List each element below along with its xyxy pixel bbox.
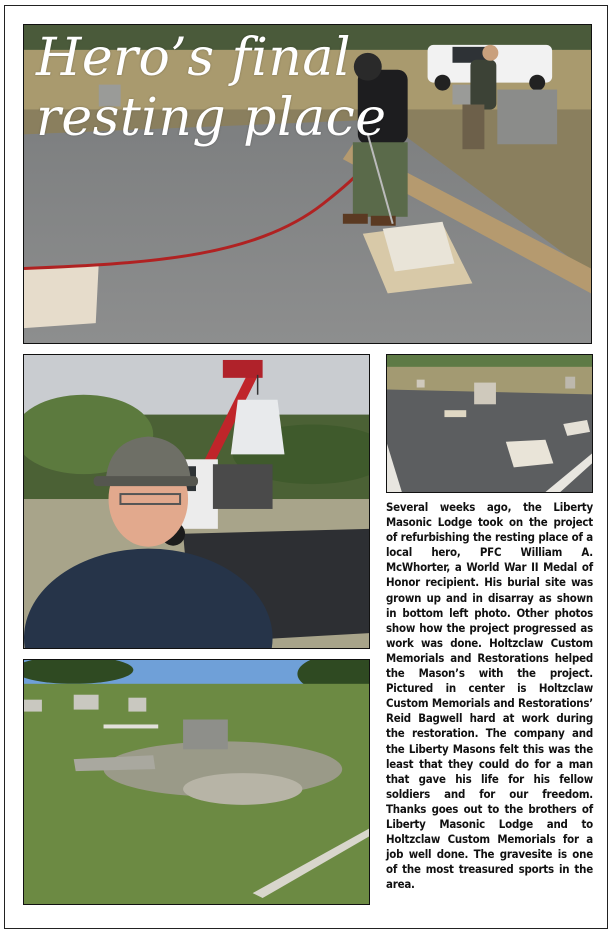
headline-line-2: resting place (36, 88, 387, 148)
headline (36, 28, 386, 148)
photo-selfie-crane-truck (23, 354, 370, 649)
photo-restored-gravesite (386, 354, 593, 493)
article-caption: Several weeks ago, the Liberty Masonic Lodge took on the project of refurbishing the resting place of a local hero, PFC William A. McWhorter, a World War II Medal of Honor recipient. His burial site was grown up and in disarray as shown in bottom left photo. Other photos show how the project progressed as work was done. Holtzclaw Custom Memorials and Restorations helped the Mason’s with the project. Pictured in center is Holtzclaw Custom Memorials and Restorations’ Reid Bagwell hard at work during the restoration. The company and the Liberty Masons felt this was the least that they could do for a man that gave his life for his fellow soldiers and for our freedom. Thanks goes out to the brothers of Liberty Masonic Lodge and to Holtzclaw Custom Memorials for a job well done. The gravesite is one of the most treasured sports in the area. (386, 500, 593, 892)
photo-overgrown-gravesite-before (23, 659, 370, 905)
headline-line-1: Hero’s final (36, 28, 352, 88)
